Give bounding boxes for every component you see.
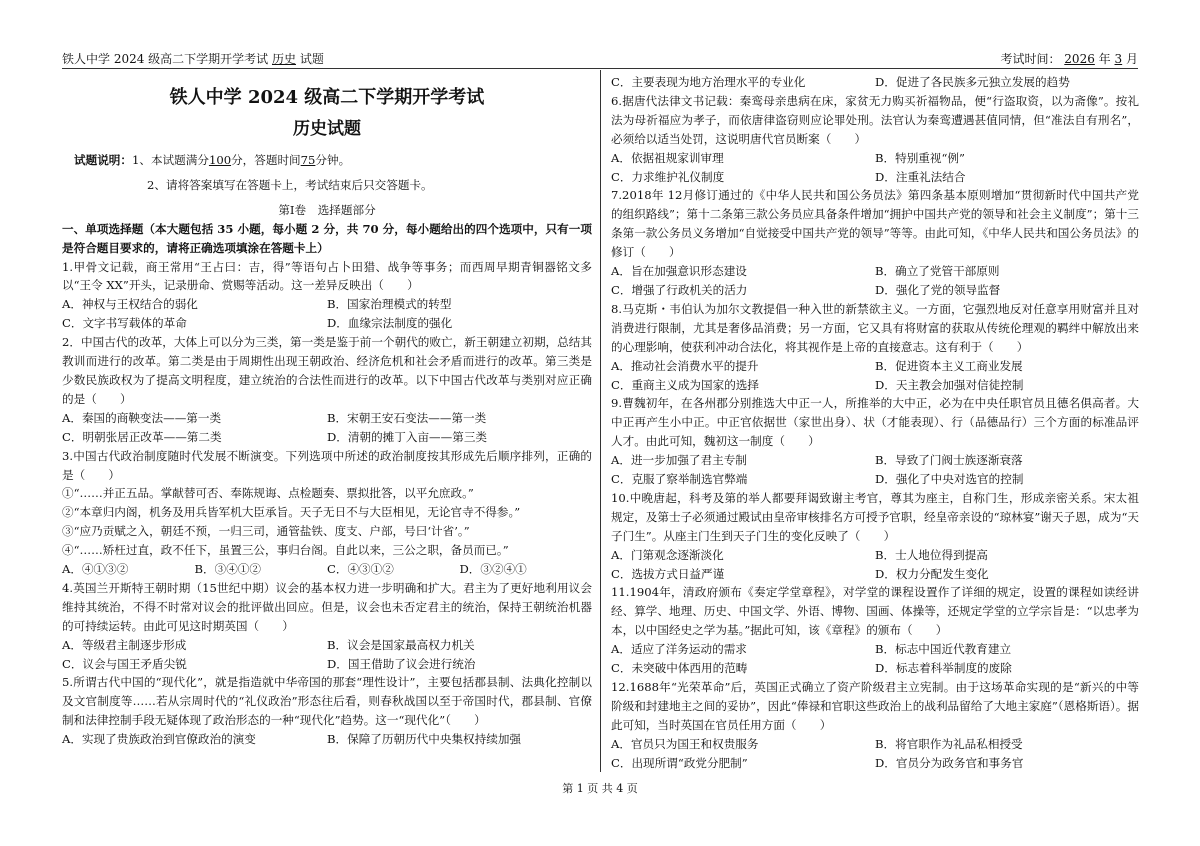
header-year: 2026 <box>1064 52 1095 66</box>
option-a: A．适应了洋务运动的需求 <box>611 642 747 657</box>
header-time-label: 考试时间： <box>1000 52 1061 66</box>
options <box>62 314 592 333</box>
question-3 <box>62 447 592 579</box>
column-divider <box>600 70 601 772</box>
option-b: B．士人地位得到提高 <box>875 547 988 562</box>
options <box>611 735 1139 754</box>
question-stem: 5.所谓古代中国的“现代化”，就是指造就中华帝国的那套“理性设计”，主要包括郡县制、法典化控制以及文官制度等……若从宗周时代的“礼仪政治”形态往后看，则春秋战国以至于帝国时代，郡县制、官僚制和法律控制手段无疑体现了政治形态的一种“现代化”趋势。这一“现代化”（ ） <box>62 675 592 728</box>
option-a: A．秦国的商鞅变法——第一类 <box>62 410 222 425</box>
option-b: B．特别重视“例” <box>875 150 965 165</box>
options <box>611 281 1139 300</box>
options <box>611 659 1139 678</box>
option-b: B．促进资本主义工商业发展 <box>875 358 1023 373</box>
option-c: C．文字书写载体的革命 <box>62 316 187 331</box>
option-d: D．清朝的摊丁入亩——第三类 <box>327 429 488 444</box>
instructions-score: 100 <box>208 153 232 167</box>
left-column <box>62 73 592 749</box>
options <box>62 730 592 749</box>
instructions-label: 试题说明： <box>74 153 132 167</box>
option-d: D．促进了各民族多元独立发展的趋势 <box>875 75 1070 89</box>
right-column <box>611 73 1139 773</box>
instructions-line1-c: 分钟。 <box>315 153 351 167</box>
option-d: D．强化了党的领导监督 <box>875 282 1001 297</box>
options <box>611 262 1139 281</box>
option-d: D．国王借助了议会进行统治 <box>327 656 476 671</box>
options <box>611 357 1139 376</box>
option-b: B．导致了门阀士族逐渐衰落 <box>875 453 1023 468</box>
question-stem: 6.据唐代法律文书记载：秦鸾母亲患病在床，家贫无力购买祈福物品，便“行盗取资，以为斋像”。按礼法为母祈福应为孝子，而依唐律盗窃则应论罪处刑。法官认为秦鸾遭遇甚值同情，但“准法自有刑名”，必须给以适当处罚，这说明唐代官员断案（ ） <box>611 93 1139 146</box>
option-c: C．主要表现为地方治理水平的专业化 <box>611 75 806 89</box>
header-right <box>1000 50 1138 67</box>
header-month: 3 <box>1114 52 1123 66</box>
option-a: A．④①③② <box>62 562 129 577</box>
question-stem: 3.中国古代政治制度随时代发展不断演变。下列选项中所述的政治制度按其形成先后顺序排列，正确的是（ ） <box>62 448 592 482</box>
option-a: A．神权与王权结合的弱化 <box>62 297 198 312</box>
question-stem: 12.1688年“光荣革命”后，英国正式确立了资产阶级君主立宪制。由于这场革命实现的是“新兴的中等阶级和封建地主之间的妥协”，因此“俸禄和官职这些政治上的战利品留给了大地主家庭”（恩格斯语）。据此可知，当时英国在官员任用方面（ ） <box>611 680 1139 732</box>
option-a: A．依据祖规家训审理 <box>611 150 724 165</box>
option-d: D．强化了中央对选官的控制 <box>875 472 1024 487</box>
option-a: A．进一步加强了君主专制 <box>611 453 747 468</box>
options <box>62 295 592 314</box>
options <box>62 636 592 655</box>
question-1 <box>62 258 592 334</box>
option-b: B．确立了党管干部原则 <box>875 264 1000 279</box>
option-a: A．实现了贵族政治到官僚政治的演变 <box>62 732 256 747</box>
option-b: B．保障了历朝历代中央集权持续加强 <box>327 732 522 747</box>
option-c: C．议会与国王矛盾尖锐 <box>62 656 187 671</box>
option-d: D．天主教会加强对信徒控制 <box>875 377 1024 392</box>
option-d: D．官员分为政务官和事务官 <box>875 755 1024 770</box>
instructions <box>74 151 592 170</box>
header-left <box>62 50 324 67</box>
question-stem: 4.英国兰开斯特王朝时期（15世纪中期）议会的基本权力进一步明确和扩大。君主为了更好地利用议会维持其统治，不得不时常对议会的批评做出回应。但是，议会也未否定君主的统治，保持王朝统治机器的可持续运转。由此可见这时期英国（ ） <box>62 580 592 633</box>
option-b: B．③④①② <box>194 562 261 577</box>
option-a: A．等级君主制逐步形成 <box>62 637 187 652</box>
option-d: D．标志着科举制度的废除 <box>875 661 1012 676</box>
option-d: D．注重礼法结合 <box>875 169 966 184</box>
options <box>611 640 1139 659</box>
header-school-exam: 铁人中学 2024 级高二下学期开学考试 <box>62 52 269 66</box>
option-c: C．未突破中体西用的范畴 <box>611 661 748 676</box>
option-b: B．宋朝王安石变法——第一类 <box>327 410 487 425</box>
question-2 <box>62 333 592 446</box>
question-stem: 2．中国古代的改革，大体上可以分为三类，第一类是鉴于前一个朝代的败亡，新王朝建立初期，总结其教训而进行的改革。第二类是由于周期性出现王朝政治、经济危机和社会矛盾而进行的改革。第三类是少数民族政权为了提高文明程度，建立统治的合法性而进行的改革。以下中国古代改革与类别对应正确的是（ ） <box>62 335 592 406</box>
options <box>611 376 1139 395</box>
options <box>611 546 1139 565</box>
option-c: C．选拔方式日益严谨 <box>611 566 725 581</box>
option-c: C．重商主义成为国家的选择 <box>611 377 759 392</box>
question-9 <box>611 394 1139 489</box>
option-b: B．将官职作为礼品私相授受 <box>875 736 1023 751</box>
options <box>62 428 592 447</box>
question-stem: 11.1904年，清政府颁布《奏定学堂章程》，对学堂的课程设置作了详细的规定，设置的课程如读经讲经、算学、地理、历史、中国文学、外语、博物、国画、体操等，还规定学堂的立学宗旨是：“以忠孝为本，以中国经史之学为基。”据此可知，该《章程》的颁布（ ） <box>611 585 1139 638</box>
option-a: A．门第观念逐渐淡化 <box>611 547 724 562</box>
instructions-line1-b: 分，答题时间 <box>231 153 301 167</box>
question-stem: 8.马克斯・韦伯认为加尔文教提倡一种入世的新禁欲主义。一方面，它强烈地反对任意享用财富并且对消费进行限制，尤其是奢侈品消费；另一方面，它又具有将财富的获取从传统伦理观的羁绊中解放出来的心理影响，使获利冲动合法化，将其视作是上帝的直接意志。这有利于（ ） <box>611 301 1139 354</box>
exam-title: 铁人中学 2024 级高二下学期开学考试 <box>169 87 485 108</box>
quote-2: ②“本章归内阁，机务及用兵皆军机大臣承旨。天子无日不与大臣相见，无论官寺不得参。” <box>62 505 521 520</box>
question-10 <box>611 489 1139 584</box>
option-c: C．克服了察举制选官弊端 <box>611 472 748 487</box>
option-c: C．④③①② <box>327 562 394 577</box>
options <box>611 149 1139 168</box>
page-number: 第 1 页 共 4 页 <box>562 782 638 795</box>
options <box>62 560 592 579</box>
option-a: A．推动社会消费水平的提升 <box>611 358 759 373</box>
instructions-minutes: 75 <box>300 153 316 167</box>
question-stem: 7.2018年 12月修订通过的《中华人民共和国公务员法》第四条基本原则增加“贯彻新时代中国共产党的组织路线”；第十二条第三款公务员应具备条件增加“拥护中国共产党的领导和社会主义制度”；第十三条第一款公务员义务增加“自觉接受中国共产党的领导”等等。由此可知，《中华人民共和国公务员法》的修订（ ） <box>611 188 1139 260</box>
question-8 <box>611 300 1139 395</box>
question-stem: 1.甲骨文记载，商王常用“王占曰：吉，得”等语句占卜田猎、战争等事务；而西周早期青铜器铭文多以“王令 XX”开头，记录册命、赏赐等活动。这一差异反映出（ ） <box>62 259 592 293</box>
quote-1: ①“……并正五品。掌献替可否、奉陈规诲、点检题奏、票拟批答，以平允庶政。” <box>62 486 474 501</box>
option-d: D．血缘宗法制度的强化 <box>327 316 453 331</box>
q5-options-cont <box>611 73 1139 92</box>
option-a: A．官员只为国王和权贵服务 <box>611 736 759 751</box>
instructions-line1-a: 1、本试题满分 <box>131 153 209 167</box>
options <box>611 470 1139 489</box>
options <box>611 565 1139 584</box>
question-4 <box>62 579 592 674</box>
header-suffix: 试题 <box>299 52 324 66</box>
options <box>62 409 592 428</box>
option-c: C．增强了行政机关的活力 <box>611 282 748 297</box>
options <box>611 451 1139 470</box>
header-year-unit: 年 <box>1098 52 1111 66</box>
section-title: 第Ⅰ卷 选择题部分 <box>278 202 376 217</box>
options <box>611 754 1139 773</box>
option-b: B．标志中国近代教育建立 <box>875 642 1012 657</box>
page-header <box>62 48 1138 69</box>
question-6 <box>611 92 1139 187</box>
option-b: B．议会是国家最高权力机关 <box>327 637 475 652</box>
options <box>611 168 1139 187</box>
question-stem: 9.曹魏初年，在各州郡分别推选大中正一人，所推举的大中正，必为在中央任职官员且德名俱高者。大中正再产生小中正。中正官依据世（家世出身）、状（才能表现）、行（品德品行）三个方面的标准品评人才。由此可知，魏初这一制度（ ） <box>611 396 1139 449</box>
header-subject: 历史 <box>272 52 297 66</box>
option-c: C．力求维护礼仪制度 <box>611 169 725 184</box>
question-11 <box>611 583 1139 678</box>
question-5 <box>62 673 592 749</box>
option-c: C．明朝张居正改革——第二类 <box>62 429 222 444</box>
option-c: C．出现所谓“政党分肥制” <box>611 755 748 770</box>
option-d: D．权力分配发生变化 <box>875 566 989 581</box>
question-stem: 10.中晚唐起，科考及第的举人都要拜谒致谢主考官，尊其为座主，自称门生，形成亲密关系。宋太祖规定，及第士子必须通过殿试由皇帝审核排名方可授予官职，经皇帝亲设的“琼林宴”谢天子恩，成为“天子门生”。从座主门生到天子门生的变化反映了（ ） <box>611 490 1139 543</box>
options <box>62 655 592 674</box>
instructions-line2: 2、请将答案填写在答题卡上，考试结束后只交答题卡。 <box>147 177 433 192</box>
quote-4: ④“……矫枉过直，政不任下，虽置三公，事归台阁。自此以来，三公之职，备员而已。” <box>62 543 509 558</box>
exam-subtitle: 历史试题 <box>293 119 361 139</box>
quote-3: ③“应乃贡赋之入，朝廷不预，一归三司，通管盐铁、度支、户部，号曰‘计省’。” <box>62 524 470 539</box>
question-12 <box>611 678 1139 773</box>
header-month-unit: 月 <box>1125 52 1138 66</box>
question-7 <box>611 186 1139 299</box>
option-b: B．国家治理模式的转型 <box>327 297 452 312</box>
option-d: D．③②④① <box>459 562 527 577</box>
option-a: A．旨在加强意识形态建设 <box>611 264 747 279</box>
section-head: 一、单项选择题（本大题包括 35 小题，每小题 2 分，共 70 分，每小题给出的四个选项中，只有一项是符合题目要求的，请将正确选项填涂在答题卡上） <box>62 221 592 255</box>
